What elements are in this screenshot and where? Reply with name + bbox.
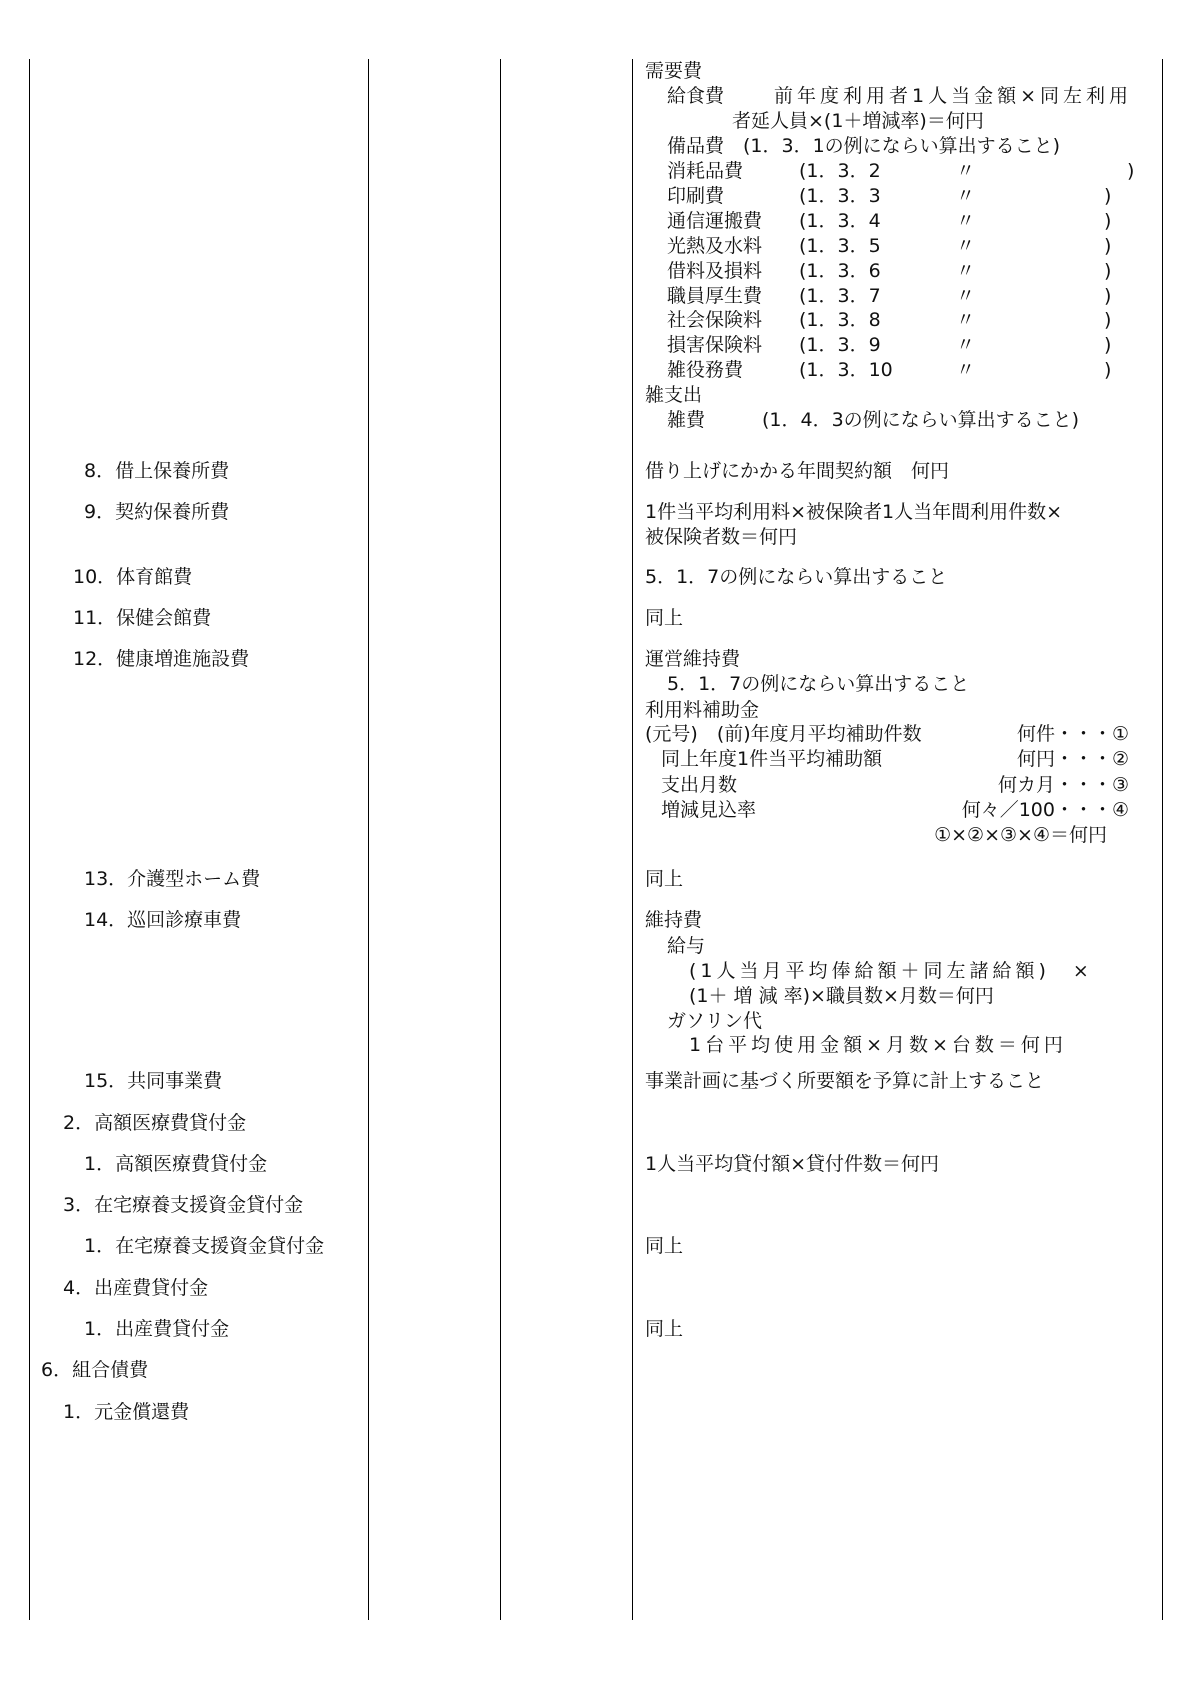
item-15: 15．共同事業費 xyxy=(84,1070,223,1092)
expense-name: 通信運搬費 xyxy=(667,209,763,232)
ditto-mark: 〃 xyxy=(956,334,976,357)
expense-name: 雑役務費 xyxy=(667,359,744,382)
subsidy-label: 増減見込率 xyxy=(661,798,757,821)
section-2: 2．高額医療費貸付金 xyxy=(63,1112,247,1134)
rule-14-gasoline-formula: 1台平均使用金額×月数×台数＝何円 xyxy=(689,1034,1067,1056)
close-paren: ) xyxy=(1104,284,1112,307)
rule-9-line-1: 1件当平均利用料×被保険者1人当年間利用件数× xyxy=(645,501,1063,523)
rule-14-gasoline: ガソリン代 xyxy=(667,1010,763,1032)
ditto-mark: 〃 xyxy=(956,259,976,282)
close-paren: ) xyxy=(1104,234,1112,257)
item-10: 10．体育館費 xyxy=(73,566,193,588)
expense-ref: (1．3．3 xyxy=(799,184,881,207)
subsidy-value: 何々／100・・・④ xyxy=(961,798,1129,821)
rule-8: 借り上げにかかる年間契約額 何円 xyxy=(645,460,950,482)
section-4-item-1: 1．出産費貸付金 xyxy=(84,1318,230,1340)
close-paren: ) xyxy=(1104,209,1112,232)
subsidy-label: 支出月数 xyxy=(661,773,738,796)
expense-ref: (1．3．9 xyxy=(799,334,881,357)
ditto-mark: 〃 xyxy=(956,234,976,257)
ditto-mark: 〃 xyxy=(956,359,976,382)
subsidy-label: (元号) (前)年度月平均補助件数 xyxy=(645,723,922,745)
subsidy-formula: ①×②×③×④＝何円 xyxy=(934,824,1107,846)
rule-12-subsidy: 利用料補助金 xyxy=(645,699,760,721)
item-13: 13．介護型ホーム費 xyxy=(84,868,261,890)
item-9: 9．契約保養所費 xyxy=(84,501,230,523)
ditto-mark: 〃 xyxy=(956,160,976,182)
misc-name: 雑費 xyxy=(667,409,706,431)
expense-ref: (1．3．5 xyxy=(799,234,881,257)
close-paren: ) xyxy=(1104,184,1112,207)
rule-15: 事業計画に基づく所要額を予算に計上すること xyxy=(645,1070,1045,1092)
close-paren: ) xyxy=(1104,309,1112,332)
section-2-item-1: 1．高額医療費貸付金 xyxy=(84,1153,268,1175)
meal-formula-2: 者延人員×(1＋増減率)＝何円 xyxy=(732,110,984,132)
column-border-3 xyxy=(500,59,501,1620)
close-paren: ) xyxy=(1104,359,1112,382)
item-8: 8．借上保養所費 xyxy=(84,460,230,482)
expense-name: 消耗品費 xyxy=(667,160,744,182)
rule-9-line-2: 被保険者数＝何円 xyxy=(645,526,798,548)
expense-name: 損害保険料 xyxy=(667,334,763,357)
subsidy-value: 何カ月・・・③ xyxy=(997,773,1129,796)
misc-ref: (1．4．3の例にならい算出すること) xyxy=(762,409,1080,431)
rule-12-heading: 運営維持費 xyxy=(645,648,741,670)
rule-13: 同上 xyxy=(645,868,684,890)
item-11: 11．保健会館費 xyxy=(73,607,212,629)
section-3: 3．在宅療養支援資金貸付金 xyxy=(63,1194,304,1216)
meal-formula-1: 前年度利用者1人当金額×同左利用 xyxy=(774,85,1133,107)
expense-name: 借料及損料 xyxy=(667,259,763,282)
ditto-mark: 〃 xyxy=(956,209,976,232)
column-border-4 xyxy=(632,59,633,1620)
rule-s2-1: 1人当平均貸付額×貸付件数＝何円 xyxy=(645,1153,940,1175)
column-border-5 xyxy=(1162,59,1163,1620)
ditto-mark: 〃 xyxy=(956,309,976,332)
demand-heading: 需要費 xyxy=(645,60,703,82)
section-4: 4．出産費貸付金 xyxy=(63,1277,209,1299)
expense-ref: (1．3．7 xyxy=(799,284,881,307)
expense-ref: (1．3．2 xyxy=(799,160,881,182)
section-3-item-1: 1．在宅療養支援資金貸付金 xyxy=(84,1235,325,1257)
rule-s3-1: 同上 xyxy=(645,1235,684,1257)
subsidy-label: 同上年度1件当平均補助額 xyxy=(661,748,883,771)
close-paren: ) xyxy=(1104,334,1112,357)
expense-ref: (1．3．8 xyxy=(799,309,881,332)
equipment-line: 備品費 (1．3．1の例にならい算出すること) xyxy=(667,135,1061,157)
item-14: 14．巡回診療車費 xyxy=(84,909,242,931)
column-border-2 xyxy=(368,59,369,1620)
expense-ref: (1．3．6 xyxy=(799,259,881,282)
ditto-mark: 〃 xyxy=(956,284,976,307)
misc-out-heading: 雑支出 xyxy=(645,384,703,406)
ditto-mark: 〃 xyxy=(956,184,976,207)
column-border-1 xyxy=(29,59,30,1620)
rule-14-heading: 維持費 xyxy=(645,909,703,931)
rule-14-salary-formula-2: (1＋ 増 減 率)×職員数×月数＝何円 xyxy=(689,985,994,1007)
main-6-item-1: 1．元金償還費 xyxy=(63,1401,190,1423)
expense-name: 社会保険料 xyxy=(667,309,763,332)
rule-s4-1: 同上 xyxy=(645,1318,684,1340)
subsidy-value: 何円・・・② xyxy=(1016,748,1129,771)
main-6: 6．組合債費 xyxy=(41,1359,149,1381)
rule-10: 5．1．7の例にならい算出すること xyxy=(645,566,948,588)
meal-name: 給食費 xyxy=(667,85,725,107)
expense-name: 印刷費 xyxy=(667,184,725,207)
close-paren: ) xyxy=(1127,160,1135,182)
close-paren: ) xyxy=(1104,259,1112,282)
expense-ref: (1．3．4 xyxy=(799,209,881,232)
rule-14-salary-formula-1: (1人当月平均俸給額＋同左諸給額) × xyxy=(689,960,1093,982)
subsidy-value: 何件・・・① xyxy=(1016,723,1129,745)
expense-name: 光熱及水料 xyxy=(667,234,763,257)
expense-ref: (1．3．10 xyxy=(799,359,893,382)
rule-11: 同上 xyxy=(645,607,684,629)
rule-14-salary: 給与 xyxy=(667,935,706,957)
item-12: 12．健康増進施設費 xyxy=(73,648,250,670)
expense-name: 職員厚生費 xyxy=(667,284,763,307)
rule-12-ref: 5．1．7の例にならい算出すること xyxy=(667,673,970,695)
